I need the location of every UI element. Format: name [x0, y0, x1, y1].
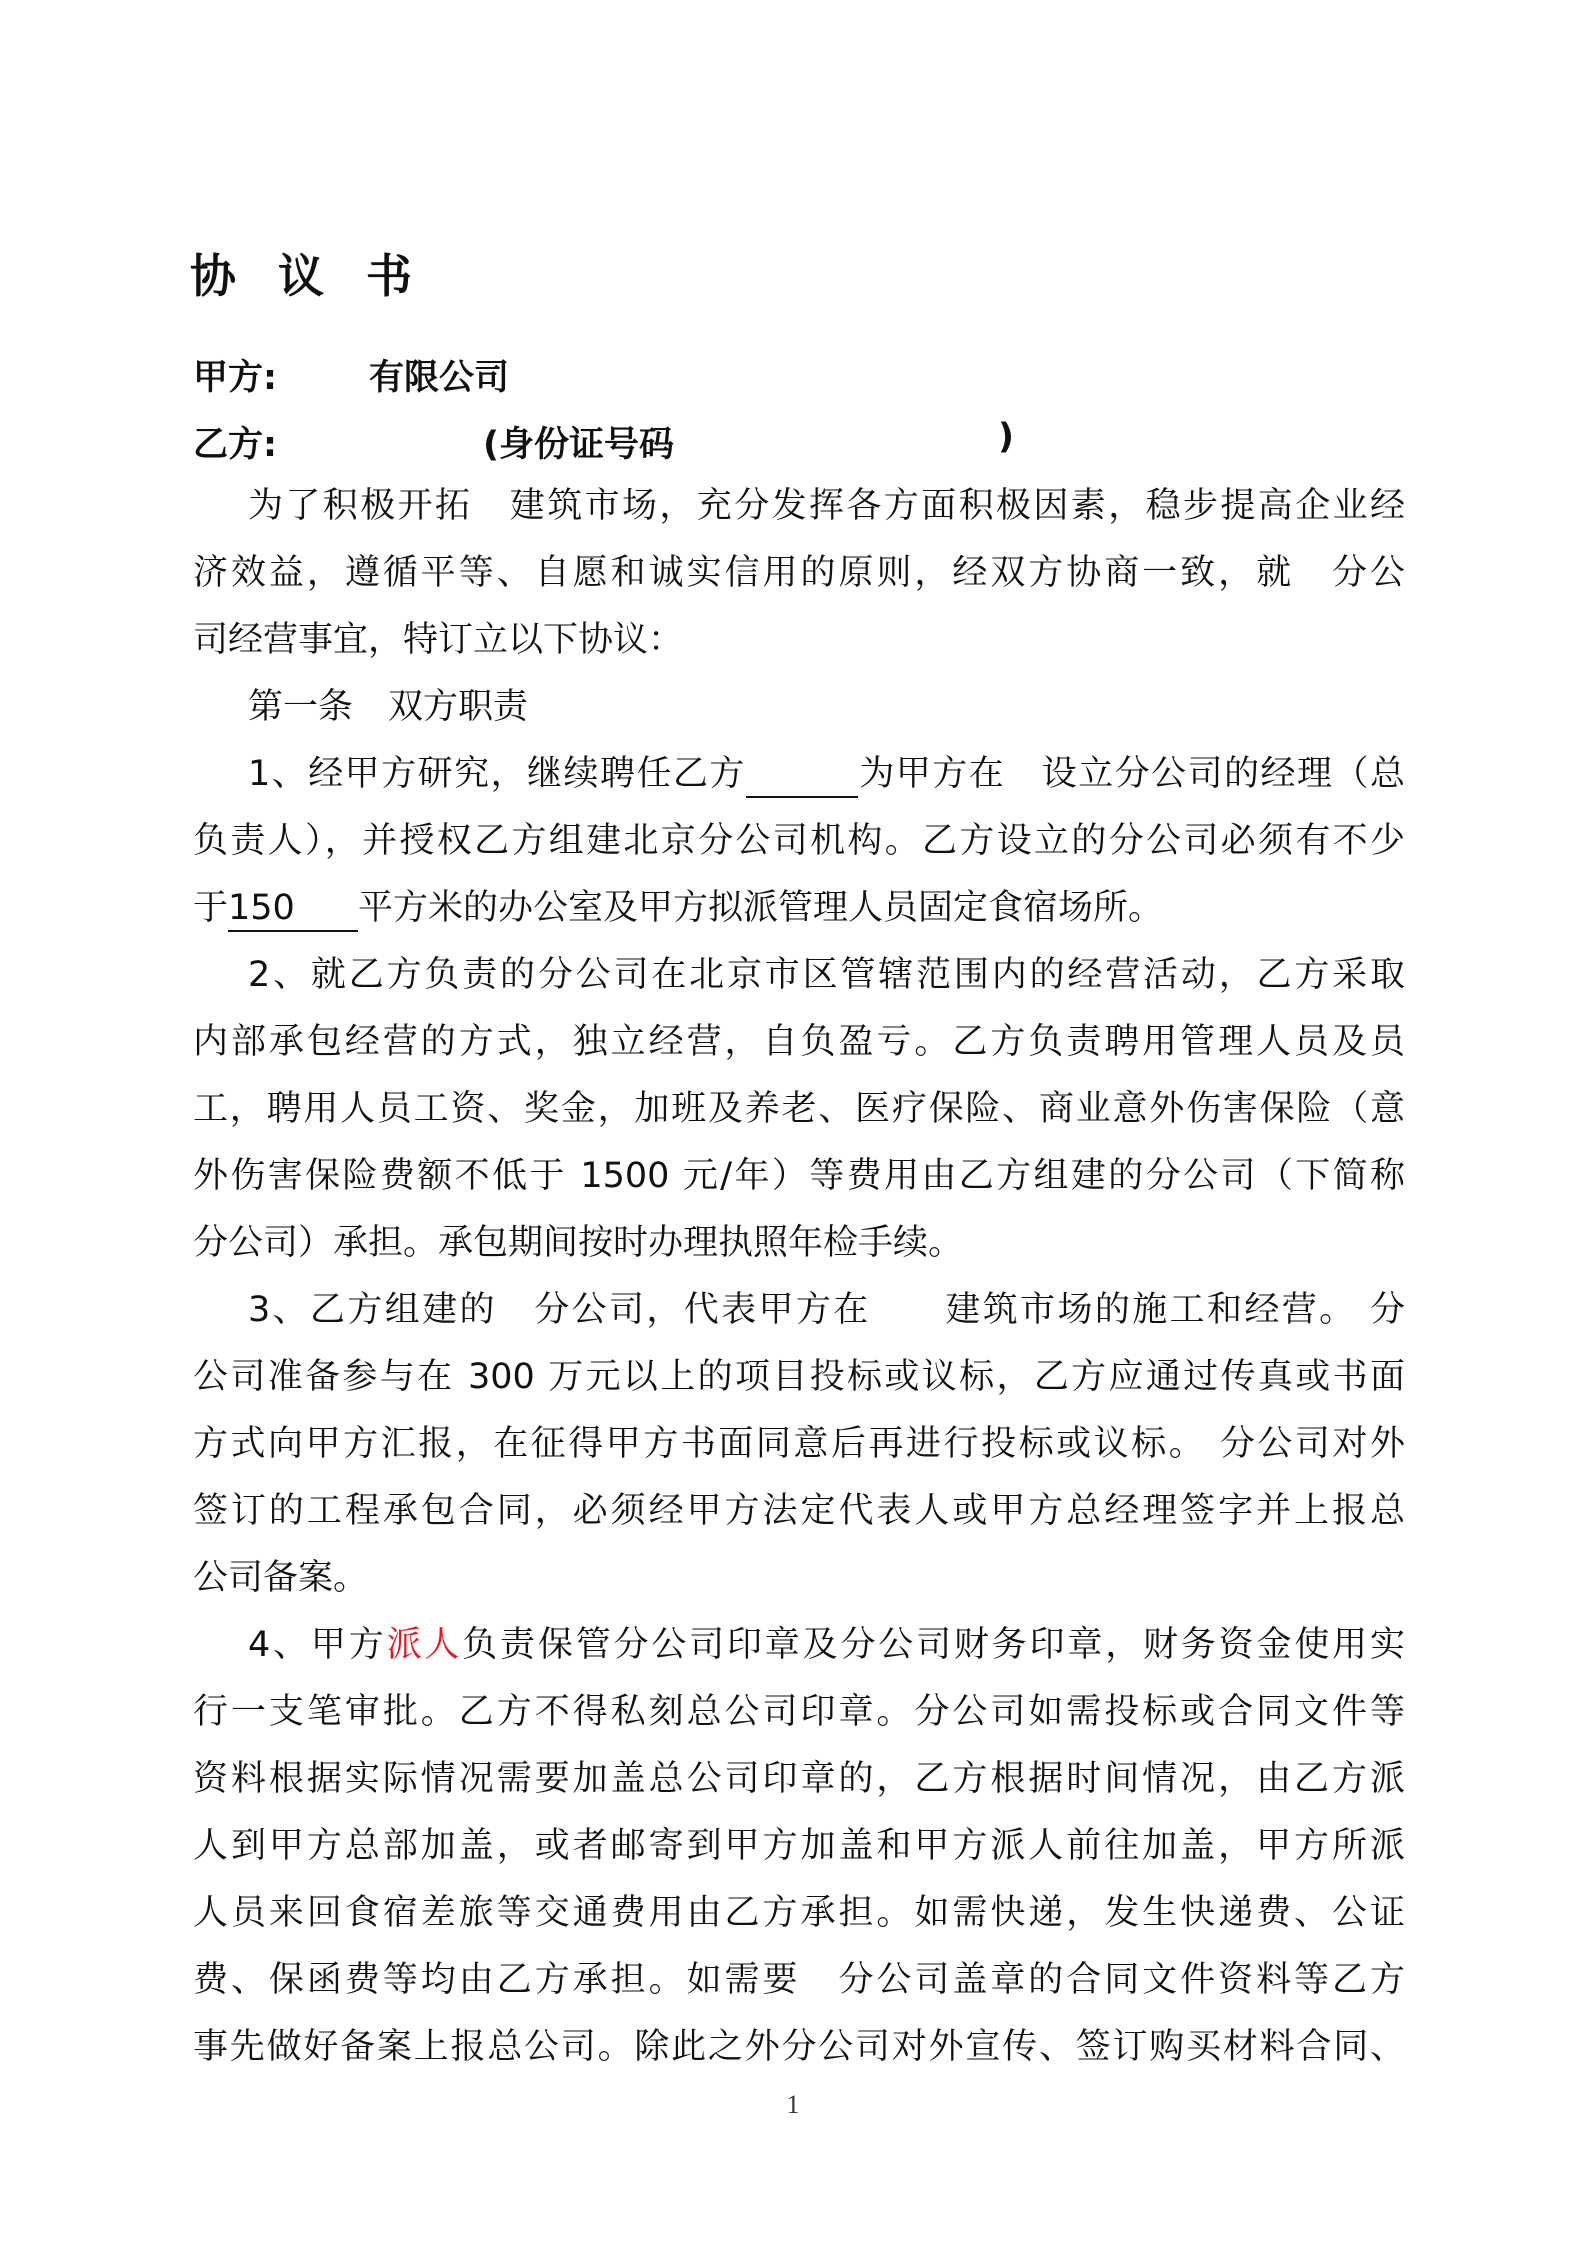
party-a-value: 有限公司	[369, 358, 510, 398]
clause-line: 公司准备参与在 300 万元以上的项目投标或议标，乙方应通过传真或书面	[193, 1357, 1405, 1397]
clause-line	[193, 886, 1405, 932]
clause-line: 资料根据实际情况需要加盖总公司印章的，乙方根据时间情况，由乙方派	[193, 1759, 1405, 1799]
clause-line: 费、保函费等均由乙方承担。如需要 分公司盖章的合同文件资料等乙方	[193, 1960, 1405, 2000]
clause-line: 行一支笔审批。乙方不得私刻总公司印章。分公司如需投标或合同文件等	[193, 1692, 1405, 1732]
clause-line: 负责人），并授权乙方组建北京分公司机构。乙方设立的分公司必须有不少	[193, 821, 1405, 861]
clause-line: 事先做好备案上报总公司。除此之外分公司对外宣传、签订购买材料合同、	[193, 2027, 1405, 2067]
clause-line: 人到甲方总部加盖，或者邮寄到甲方加盖和甲方派人前往加盖，甲方所派	[193, 1826, 1405, 1866]
office-area-value: 150	[228, 886, 358, 932]
title-char: 书	[366, 249, 412, 303]
clause-text: 4、甲方	[248, 1625, 387, 1665]
clause-text: 负责保管分公司印章及分公司财务印章，财务资金使用实	[462, 1625, 1405, 1665]
clause-text: 1、经甲方研究，继续聘任乙方	[248, 754, 746, 794]
clause-line: 人员来回食宿差旅等交通费用由乙方承担。如需快递，发生快递费、公证	[193, 1893, 1405, 1933]
preamble-line: 为了积极开拓 建筑市场，充分发挥各方面积极因素，稳步提高企业经	[248, 486, 1405, 526]
party-b-label: 乙方:	[193, 425, 277, 465]
party-b-id-label: (身份证号码	[483, 425, 674, 465]
preamble-line: 司经营事宜，特订立以下协议：	[193, 620, 684, 660]
party-a-label: 甲方:	[193, 358, 277, 398]
clause-line: 3、乙方组建的 分公司，代表甲方在 建筑市场的施工和经营。 分	[248, 1290, 1405, 1330]
document-title	[190, 240, 454, 306]
party-b	[193, 417, 1193, 467]
preamble-line: 济效益，遵循平等、自愿和诚实信用的原则，经双方协商一致，就 分公	[193, 553, 1405, 593]
clause-line: 2、就乙方负责的分公司在北京市区管辖范围内的经营活动，乙方采取	[248, 955, 1405, 995]
clause-text: 为甲方在 设立分公司的经理（总	[857, 754, 1405, 794]
clause-line: 签订的工程承包合同，必须经甲方法定代表人或甲方总经理签字并上报总	[193, 1491, 1405, 1531]
clause-line: 方式向甲方汇报，在征得甲方书面同意后再进行投标或议标。 分公司对外	[193, 1424, 1405, 1464]
clause-text: 平方米的办公室及甲方拟派管理人员固定食宿场所。	[358, 888, 1164, 928]
manager-name-blank	[746, 752, 858, 798]
clause-line: 外伤害保险费额不低于 1500 元/年）等费用由乙方组建的分公司（下简称	[193, 1156, 1405, 1196]
clause-line	[248, 752, 1405, 798]
article-1-heading: 第一条 双方职责	[248, 687, 529, 727]
party-a	[193, 350, 510, 400]
party-b-id-close: )	[998, 417, 1014, 457]
highlighted-text: 派人	[386, 1625, 463, 1665]
page-number: 1	[786, 2090, 800, 2119]
clause-line: 工，聘用人员工资、奖金，加班及养老、医疗保险、商业意外伤害保险（意	[193, 1089, 1405, 1129]
clause-line: 分公司）承担。承包期间按时办理执照年检手续。	[193, 1223, 964, 1263]
clause-line	[248, 1623, 1405, 1667]
title-char: 协	[190, 249, 236, 303]
clause-line: 内部承包经营的方式，独立经营，自负盈亏。乙方负责聘用管理人员及员	[193, 1022, 1405, 1062]
title-char: 议	[278, 249, 324, 303]
clause-text: 于	[193, 888, 229, 928]
clause-line: 公司备案。	[193, 1558, 369, 1598]
